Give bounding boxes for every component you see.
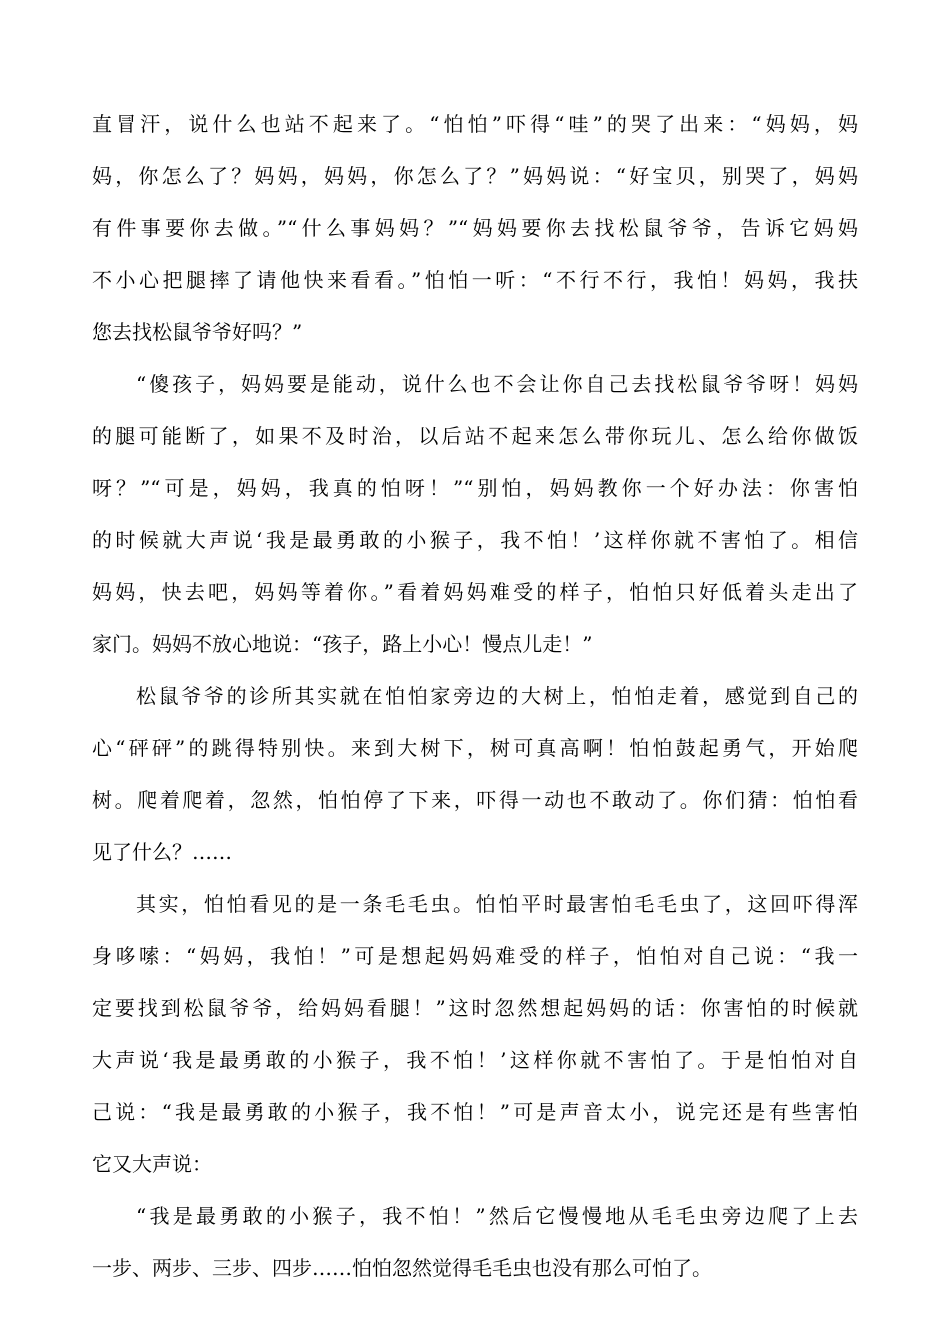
document-page	[92, 98, 858, 1294]
paragraph-3	[92, 670, 858, 878]
text-line: 不小心把腿摔了请他快来看看。”怕怕一听：“不行不行，我怕！妈妈，我扶	[92, 268, 858, 292]
text-line: 您去找松鼠爷爷好吗？”	[92, 320, 303, 344]
text-line: “我是最勇敢的小猴子，我不怕！”然后它慢慢地从毛毛虫旁边爬了上去	[136, 1204, 858, 1228]
text-line: 松鼠爷爷的诊所其实就在怕怕家旁边的大树上，怕怕走着，感觉到自己的	[136, 684, 858, 708]
text-line: 它又大声说：	[92, 1152, 212, 1176]
paragraph-2	[92, 358, 858, 670]
paragraph-5	[92, 1190, 858, 1294]
text-line: 心“砰砰”的跳得特别快。来到大树下，树可真高啊！怕怕鼓起勇气，开始爬	[92, 736, 858, 760]
text-line: 直冒汗，说什么也站不起来了。“怕怕”吓得“哇”的哭了出来：“妈妈，妈	[92, 112, 858, 136]
paragraph-4	[92, 878, 858, 1190]
text-line: 有件事要你去做。”“什么事妈妈？”“妈妈要你去找松鼠爷爷，告诉它妈妈	[92, 216, 858, 240]
text-line: “傻孩子，妈妈要是能动，说什么也不会让你自己去找松鼠爷爷呀！妈妈	[136, 372, 858, 396]
text-line: 家门。妈妈不放心地说：“孩子，路上小心！慢点儿走！”	[92, 632, 593, 656]
paragraph-1	[92, 98, 858, 358]
text-line: 己说：“我是最勇敢的小猴子，我不怕！”可是声音太小，说完还是有些害怕	[92, 1100, 858, 1124]
text-line: 呀？”“可是，妈妈，我真的怕呀！”“别怕，妈妈教你一个好办法：你害怕	[92, 476, 858, 500]
text-line: 妈妈，快去吧，妈妈等着你。”看着妈妈难受的样子，怕怕只好低着头走出了	[92, 580, 858, 604]
text-line: 的腿可能断了，如果不及时治，以后站不起来怎么带你玩儿、怎么给你做饭	[92, 424, 858, 448]
text-line: 的时候就大声说‘我是最勇敢的小猴子，我不怕！’这样你就不害怕了。相信	[92, 528, 858, 552]
text-line: 见了什么？……	[92, 840, 232, 864]
text-line: 一步、两步、三步、四步……怕怕忽然觉得毛毛虫也没有那么可怕了。	[92, 1256, 712, 1280]
text-line: 妈，你怎么了？妈妈，妈妈，你怎么了？”妈妈说：“好宝贝，别哭了，妈妈	[92, 164, 858, 188]
text-line: 大声说‘我是最勇敢的小猴子，我不怕！’这样你就不害怕了。于是怕怕对自	[92, 1048, 858, 1072]
text-line: 其实，怕怕看见的是一条毛毛虫。怕怕平时最害怕毛毛虫了，这回吓得浑	[136, 892, 858, 916]
text-line: 树。爬着爬着，忽然，怕怕停了下来，吓得一动也不敢动了。你们猜：怕怕看	[92, 788, 858, 812]
text-line: 身哆嗦：“妈妈，我怕！”可是想起妈妈难受的样子，怕怕对自己说：“我一	[92, 944, 858, 968]
text-line: 定要找到松鼠爷爷，给妈妈看腿！”这时忽然想起妈妈的话：你害怕的时候就	[92, 996, 858, 1020]
